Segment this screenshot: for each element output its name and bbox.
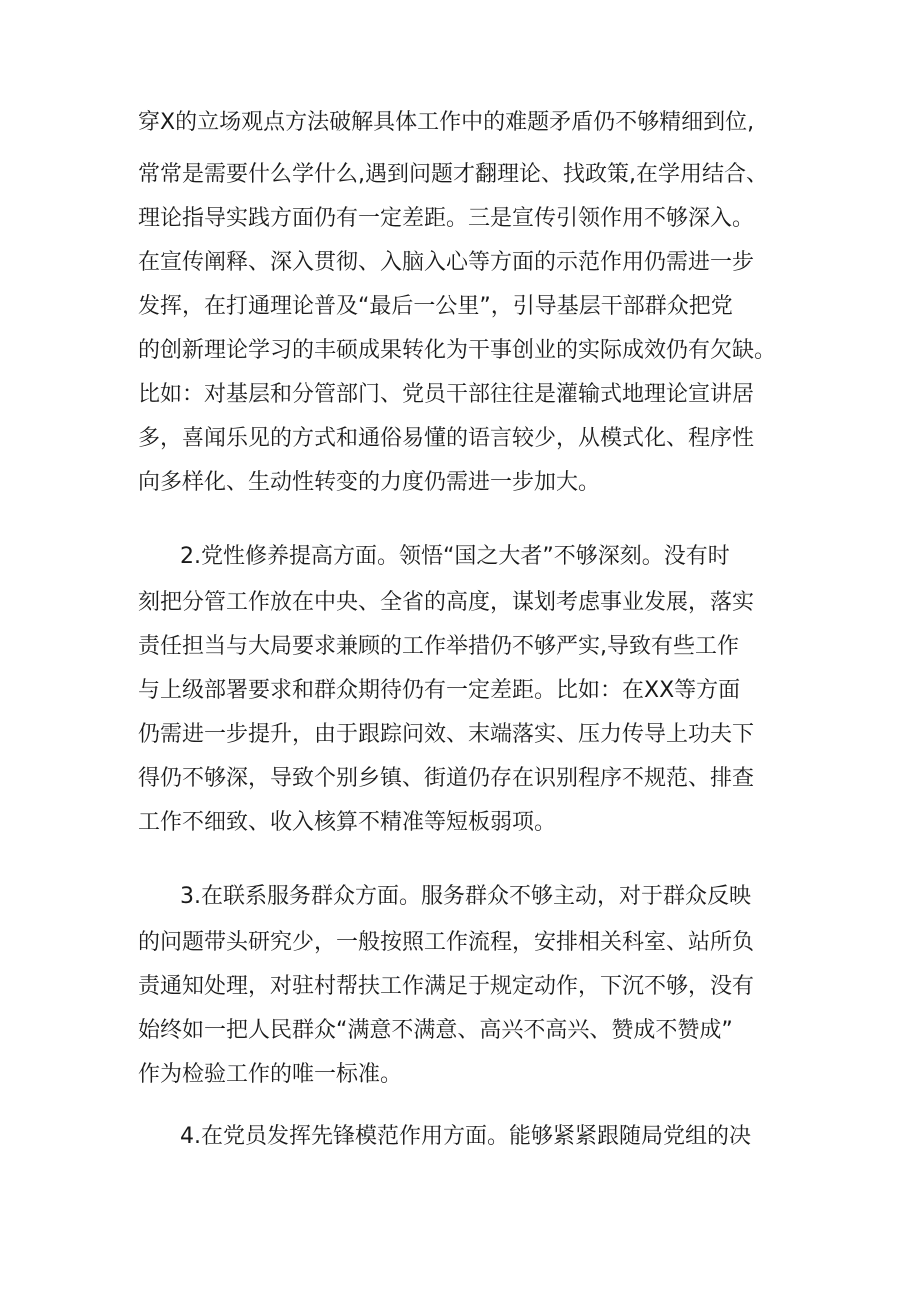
text-line: 比如：对基层和分管部门、党员干部往往是灌输式地理论宣讲居 <box>138 382 755 407</box>
text-line: 仍需进一步提升，由于跟踪问效、末端落实、压力传导上功夫下 <box>138 722 755 747</box>
text-line: 始终如一把人民群众“满意不满意、高兴不高兴、赞成不赞成” <box>138 1018 733 1043</box>
text-line: 多，喜闻乐见的方式和通俗易懂的语言较少，从模式化、程序性 <box>138 426 755 451</box>
text-line: 责通知处理，对驻村帮扶工作满足于规定动作，下沉不够，没有 <box>138 974 755 999</box>
section-4-heading-line: 4.在党员发挥先锋模范作用方面。能够紧紧跟随局党组的决 <box>180 1124 751 1149</box>
text-line: 发挥，在打通理论普及“最后一公里”，引导基层干部群众把党 <box>138 294 733 319</box>
text-line: 得仍不够深，导致个别乡镇、街道仍存在识别程序不规范、排查 <box>138 766 755 791</box>
text-line: 作为检验工作的唯一标准。 <box>138 1062 403 1087</box>
section-2-heading-line: 2.党性修养提高方面。领悟“国之大者”不够深刻。没有时 <box>180 544 730 569</box>
text-line: 工作不细致、收入核算不精准等短板弱项。 <box>138 810 557 835</box>
text-line: 向多样化、生动性转变的力度仍需进一步加大。 <box>138 470 601 495</box>
text-line: 常常是需要什么学什么,遇到问题才翻理论、找政策,在学用结合、 <box>138 162 768 187</box>
text-line: 刻把分管工作放在中央、全省的高度，谋划考虑事业发展，落实 <box>138 590 755 615</box>
text-line: 的创新理论学习的丰硕成果转化为干事创业的实际成效仍有欠缺。 <box>138 338 777 363</box>
text-line: 的问题带头研究少，一般按照工作流程，安排相关科室、站所负 <box>138 930 755 955</box>
text-line: 在宣传阐释、深入贯彻、入脑入心等方面的示范作用仍需进一步 <box>138 250 755 275</box>
text-line: 理论指导实践方面仍有一定差距。三是宣传引领作用不够深入。 <box>138 206 755 231</box>
section-3-heading-line: 3.在联系服务群众方面。服务群众不够主动，对于群众反映 <box>180 884 751 909</box>
text-line: 穿X的立场观点方法破解具体工作中的难题矛盾仍不够精细到位, <box>138 110 755 135</box>
text-line: 责任担当与大局要求兼顾的工作举措仍不够严实,导致有些工作 <box>138 634 739 659</box>
text-line: 与上级部署要求和群众期待仍有一定差距。比如：在XX等方面 <box>138 678 741 703</box>
